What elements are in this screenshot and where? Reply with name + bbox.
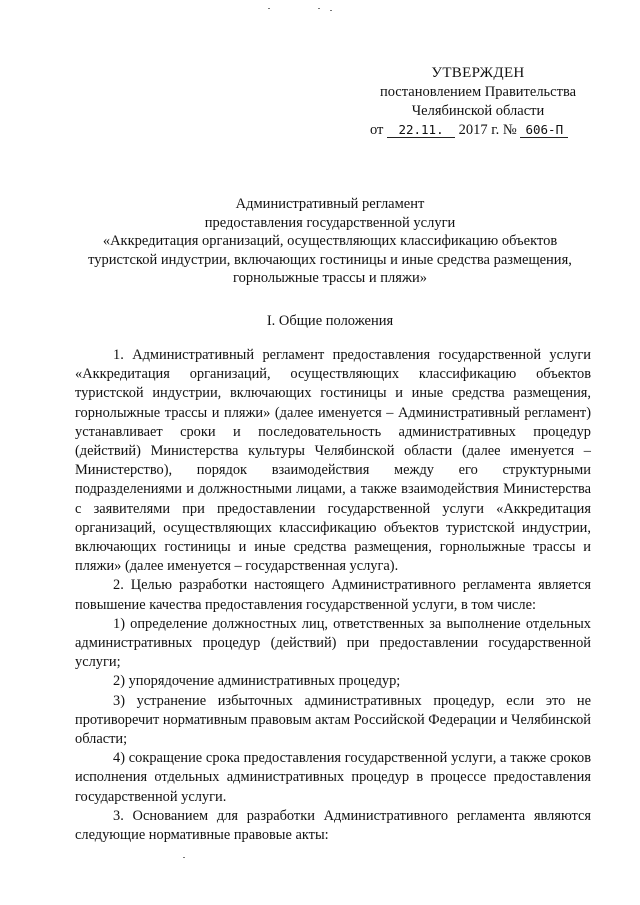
document-body: [75, 346, 591, 845]
approval-year: 2017 г. №: [458, 122, 517, 138]
approval-date-line: [368, 121, 588, 140]
scan-speck: [318, 8, 320, 9]
title-line-1: Административный регламент: [235, 196, 425, 212]
paragraph-1: 1. Административный регламент предоставления государственной услуги «Аккредитация организаций, осуществляющих классификацию объектов туристской индустрии, включающих гостиницы и иные средства размещения, горнолыжные трассы и пляжи» (далее именуется – Административный регламент) устанавливает сроки и последовательность административных процедур (действий) Министерства культуры Челябинской области (далее именуется – Министерство), порядок взаимодействия между его структурными подразделениями и должностными лицами, а также взаимодействия Министерства с заявителями при предоставлении государственной услуги «Аккредитация организаций, осуществляющих классификацию объектов туристской индустрии, включающих гостиницы и иные средства размещения, горнолыжные трассы и пляжи» (далее именуется – государственная услуга).: [75, 347, 591, 575]
paragraph-3: 1) определение должностных лиц, ответственных за выполнение отдельных административных процедур (действий) при предоставлении государственной услуги;: [75, 615, 591, 671]
approval-heading: УТВЕРЖДЕН: [431, 65, 525, 81]
title-line-3: «Аккредитация организаций, осуществляющих классификацию объектов: [102, 233, 558, 249]
paragraph-7: 3. Основанием для разработки Административного регламента являются следующие нормативные правовые акты:: [75, 807, 591, 844]
paragraph-5: 3) устранение избыточных административных процедур, если это не противоречит нормативным правовым актам Российской Федерации и Челябинской области;: [75, 692, 591, 748]
title-line-2: предоставления государственной услуги: [204, 214, 456, 231]
approval-from: от: [370, 122, 384, 138]
paragraph-6: 4) сокращение срока предоставления государственной услуги, а также сроков исполнения отдельных административных процедур в процессе предоставления государственной услуги.: [75, 750, 591, 805]
scan-speck: [268, 8, 270, 9]
section-heading: I. Общие положения: [266, 313, 394, 329]
title-line-4: туристской индустрии, включающих гостиницы и иные средства размещения,: [88, 251, 572, 268]
scan-speck: [330, 10, 332, 11]
approval-block: [368, 64, 588, 140]
paragraph-2: 2. Целью разработки настоящего Административного регламента является повышение качества предоставления государственной услуги, в том числе:: [75, 577, 591, 613]
paragraph-4: 2) упорядочение административных процедур;: [113, 673, 401, 690]
approval-line-2: Челябинской области: [411, 103, 545, 119]
document-title: [70, 195, 590, 288]
title-line-5: горнолыжные трассы и пляжи»: [233, 270, 427, 286]
approval-number: 606-П: [520, 123, 568, 138]
approval-date: 22.11.: [387, 123, 455, 138]
scan-speck: [183, 857, 185, 858]
approval-line-1: постановлением Правительства: [379, 84, 577, 100]
